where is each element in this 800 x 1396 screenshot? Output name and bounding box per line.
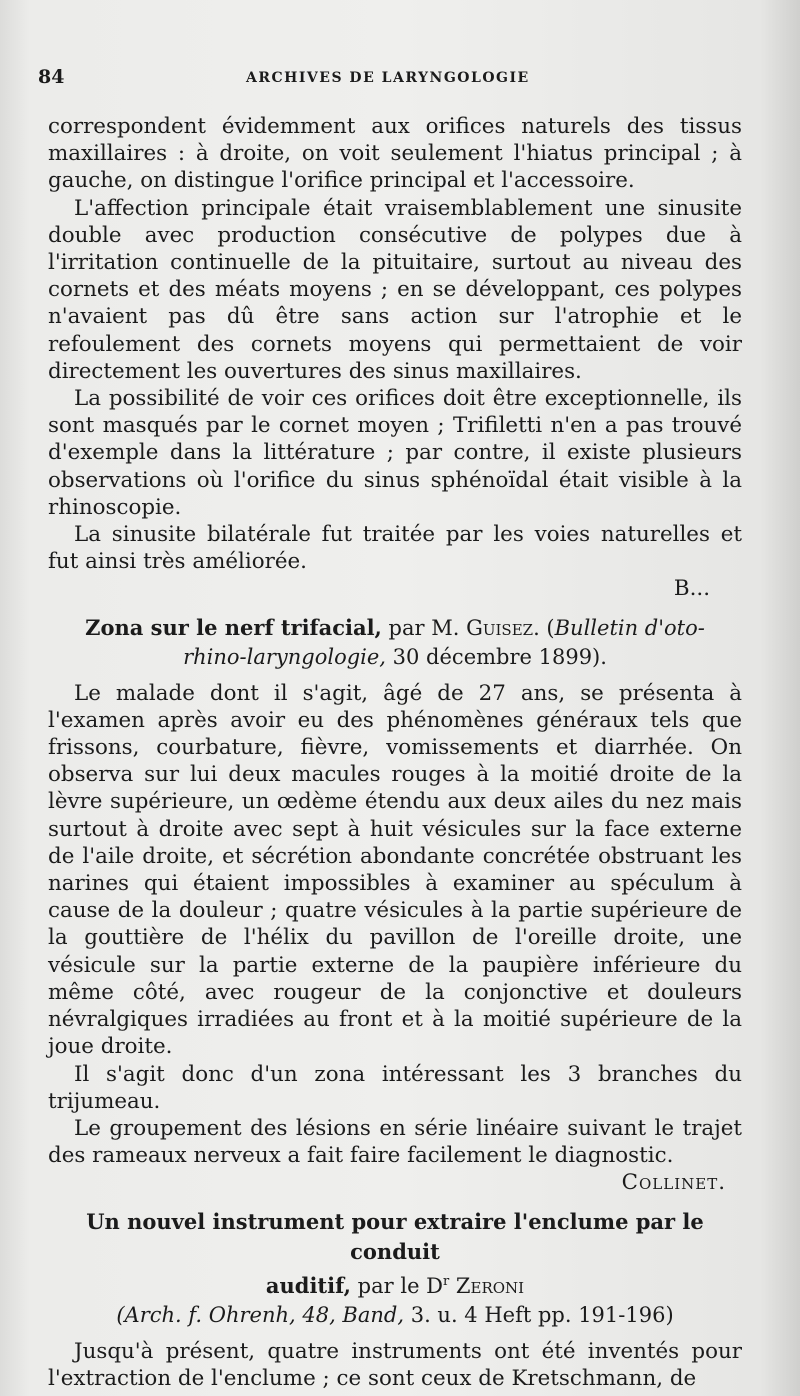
title-by: par le D	[351, 1273, 444, 1298]
title-by: par M.	[381, 615, 467, 640]
source-details: 3. u. 4 Heft pp. 191-196)	[404, 1302, 674, 1327]
article-title	[48, 1207, 742, 1330]
page-body	[48, 113, 742, 1392]
running-title: ARCHIVES DE LARYNGOLOGIE	[246, 70, 530, 86]
paragraph: Le groupement des lésions en série linéaire suivant le trajet des rameaux nerveux a fait faire facilement le diagnostic.	[48, 1115, 742, 1169]
page-header	[38, 64, 758, 94]
source-journal: Bulletin d'oto-	[554, 615, 705, 640]
signature: B...	[673, 576, 710, 602]
paragraph: Il s'agit donc d'un zona intéressant les 3 branches du trijumeau.	[48, 1061, 742, 1114]
article-title	[48, 613, 742, 672]
title-superscript: r	[443, 1273, 450, 1289]
source-date: 30 décembre 1899).	[385, 644, 607, 669]
signature: Collinet.	[621, 1170, 726, 1196]
page-number: 84	[38, 66, 65, 88]
author-name: Guisez	[466, 615, 534, 640]
title-bold: auditif,	[265, 1272, 351, 1298]
source-journal: (Arch. f. Ohrenh, 48, Band,	[116, 1302, 405, 1327]
paragraph: La sinusite bilatérale fut traitée par les voies naturelles et fut ainsi très améliorée.	[48, 522, 742, 575]
title-sep: . (	[533, 615, 555, 640]
author-name: Zeroni	[455, 1273, 525, 1298]
title-line-1: Un nouvel instrument pour extraire l'enclume par le conduit	[86, 1208, 704, 1264]
paragraph: correspondent évidemment aux orifices naturels des tissus maxillaires : à droite, on voit seulement l'hiatus principal ; à gauche, on distingue l'orifice principal et l'accessoire.	[48, 114, 742, 194]
paragraph: Le malade dont il s'agit, âgé de 27 ans, se présenta à l'examen après avoir eu des phénomènes généraux tels que frissons, courbature, fièvre, vomissements et diarrhée. On observa sur lui deux macules rouges à la moitié droite de la lèvre supérieure, un œdème étendu aux deux ailes du nez mais surtout à droite avec sept à huit vésicules sur la face externe de l'aile droite, et sécrétion abondante concrétée obstruant les narines qui étaient impossibles à examiner au spéculum à cause de la douleur ; quatre vésicules à la partie supérieure de la gouttière de l'hélix du pavillon de l'oreille droite, une vésicule sur la partie externe de la paupière inférieure du même côté, avec rougeur de la conjonctive et douleurs névralgiques irradiées au front et à la moitié supérieure de la joue droite.	[48, 680, 742, 1060]
paragraph: La possibilité de voir ces orifices doit être exceptionnelle, ils sont masqués par le cornet moyen ; Trifiletti n'en a pas trouvé d'exemple dans la littérature ; par contre, il existe plusieurs observations où l'orifice du sinus sphénoïdal était visible à la rhinoscopie.	[48, 386, 742, 520]
paragraph: Jusqu'à présent, quatre instruments ont été inventés pour l'extraction de l'enclume ; ce sont ceux de Kretschmann, de	[48, 1338, 742, 1391]
source-journal-cont: rhino-laryngologie,	[183, 644, 386, 669]
paragraph: L'affection principale était vraisemblablement une sinusite double avec production consécutive de polypes due à l'irritation continuelle de la pituitaire, surtout au niveau des cornets et des méats moyens ; en se développant, ces polypes n'avaient pas dû être sans action sur l'atrophie et le refoulement des cornets moyens qui permettaient de voir directement les ouvertures des sinus maxillaires.	[48, 195, 742, 384]
title-bold: Zona sur le nerf trifacial,	[85, 614, 382, 640]
